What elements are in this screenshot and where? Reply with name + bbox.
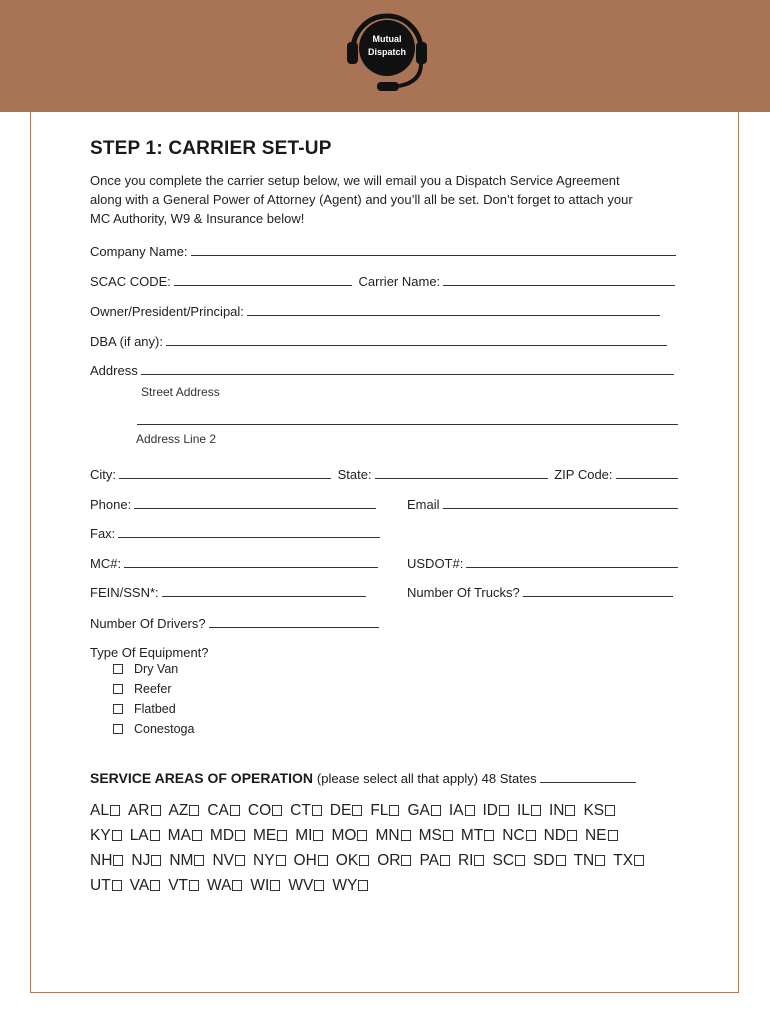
- state-option-sc[interactable]: [492, 852, 525, 870]
- street-address-caption: Street Address: [141, 385, 220, 399]
- state-label: CA: [207, 802, 229, 819]
- state-label: IL: [517, 802, 530, 819]
- checkbox[interactable]: [359, 855, 369, 866]
- state-option-va[interactable]: [130, 877, 161, 895]
- state-label: MN: [375, 827, 400, 844]
- equipment-option-label: Reefer: [134, 682, 172, 696]
- city-label: City:: [90, 467, 116, 482]
- state-option-ar[interactable]: [128, 802, 161, 820]
- state-option-la[interactable]: [130, 827, 160, 845]
- checkbox[interactable]: [277, 830, 287, 841]
- state-option-nd[interactable]: [544, 827, 577, 845]
- state-input[interactable]: [375, 467, 548, 479]
- carrier-name-input[interactable]: [443, 274, 675, 286]
- state-label: ND: [543, 827, 566, 844]
- state-label: WI: [250, 877, 270, 894]
- checkbox[interactable]: [556, 855, 566, 866]
- fein-label: FEIN/SSN*:: [90, 585, 159, 600]
- equipment-option-label: Conestoga: [134, 722, 195, 736]
- usdot-label: USDOT#:: [407, 556, 464, 571]
- address-line2-input[interactable]: [137, 413, 678, 425]
- equipment-option-dry-van[interactable]: [113, 662, 178, 676]
- zip-input[interactable]: [616, 467, 678, 479]
- state-option-ma[interactable]: [168, 827, 202, 845]
- state-label: KY: [90, 827, 111, 844]
- state-label: RI: [457, 852, 474, 869]
- checkbox[interactable]: [110, 805, 120, 816]
- checkbox[interactable]: [113, 724, 123, 734]
- state-label: NH: [90, 852, 113, 869]
- company-name-row: [90, 244, 676, 259]
- address-row: [90, 363, 674, 378]
- state-option-ks[interactable]: [583, 802, 615, 820]
- state-option-ga[interactable]: [407, 802, 440, 820]
- logo-text-mutual: Mutual: [372, 34, 402, 44]
- state-label: MT: [460, 827, 484, 844]
- mc-label: MC#:: [90, 556, 122, 571]
- phone-label: Phone:: [90, 497, 132, 512]
- state-option-ny[interactable]: [253, 852, 286, 870]
- state-option-pa[interactable]: [419, 852, 450, 870]
- state-label: AL: [90, 802, 109, 819]
- state-label: WA: [207, 877, 232, 894]
- equipment-option-flatbed[interactable]: [113, 702, 176, 716]
- state-label: PA: [419, 852, 439, 869]
- states-row-3: [90, 852, 652, 870]
- company-name-input[interactable]: [191, 244, 676, 256]
- checkbox[interactable]: [150, 880, 160, 891]
- checkbox[interactable]: [474, 855, 484, 866]
- address-line2-caption: Address Line 2: [136, 432, 217, 446]
- state-label: NJ: [131, 852, 151, 869]
- state-option-mt[interactable]: [461, 827, 494, 845]
- states-row-1: [90, 802, 623, 820]
- state-label: ID: [482, 802, 498, 819]
- checkbox[interactable]: [189, 805, 199, 816]
- company-name-label: Company Name:: [90, 244, 188, 259]
- state-option-fl[interactable]: [370, 802, 399, 820]
- state-option-nj[interactable]: [131, 852, 161, 870]
- state-label: DE: [329, 802, 352, 819]
- state-label: VA: [129, 877, 150, 894]
- checkbox[interactable]: [401, 830, 411, 841]
- checkbox[interactable]: [112, 880, 122, 891]
- state-option-tx[interactable]: [613, 852, 644, 870]
- states-row-2: [90, 827, 626, 845]
- state-option-nc[interactable]: [502, 827, 535, 845]
- owner-input[interactable]: [247, 304, 660, 316]
- state-label: VT: [168, 877, 189, 894]
- intro-line-3: MC Authority, W9 & Insurance below!: [90, 211, 305, 226]
- state-option-md[interactable]: [210, 827, 245, 845]
- state-option-me[interactable]: [253, 827, 287, 845]
- checkbox[interactable]: [567, 830, 577, 841]
- state-label: MI: [295, 827, 313, 844]
- state-label: CT: [290, 802, 311, 819]
- city-state-zip-row: [90, 467, 678, 482]
- state-option-sd[interactable]: [533, 852, 566, 870]
- state-label: LA: [129, 827, 149, 844]
- state-option-wi[interactable]: [250, 877, 280, 895]
- state-label: State:: [337, 467, 372, 482]
- state-option-de[interactable]: [330, 802, 363, 820]
- fein-input[interactable]: [162, 585, 366, 597]
- checkbox[interactable]: [401, 855, 411, 866]
- state-option-ms[interactable]: [419, 827, 453, 845]
- states-row-4: [90, 877, 376, 895]
- state-label: IA: [448, 802, 464, 819]
- intro-line-1: Once you complete the carrier setup below, we will email you a Dispatch Service Agreement: [90, 173, 620, 188]
- state-option-az[interactable]: [169, 802, 200, 820]
- checkbox[interactable]: [605, 805, 615, 816]
- drivers-input[interactable]: [209, 616, 379, 628]
- page-title: STEP 1: CARRIER SET-UP: [90, 138, 332, 159]
- checkbox[interactable]: [595, 855, 605, 866]
- checkbox[interactable]: [515, 855, 525, 866]
- carrier-name-label: Carrier Name:: [358, 274, 441, 289]
- state-option-wa[interactable]: [207, 877, 242, 895]
- checkbox[interactable]: [312, 805, 322, 816]
- checkbox[interactable]: [358, 880, 368, 891]
- equipment-label: Type Of Equipment?: [90, 645, 209, 660]
- checkbox[interactable]: [318, 855, 328, 866]
- state-option-wv[interactable]: [288, 877, 324, 895]
- service-areas-input[interactable]: [540, 771, 636, 783]
- checkbox[interactable]: [235, 830, 245, 841]
- state-label: UT: [90, 877, 111, 894]
- checkbox[interactable]: [192, 830, 202, 841]
- scac-code-label: SCAC CODE:: [90, 274, 171, 289]
- checkbox[interactable]: [270, 880, 280, 891]
- trucks-row: [407, 585, 673, 600]
- checkbox[interactable]: [232, 880, 242, 891]
- checkbox[interactable]: [276, 855, 286, 866]
- state-label: MO: [331, 827, 357, 844]
- state-option-in[interactable]: [549, 802, 576, 820]
- dba-input[interactable]: [166, 334, 667, 346]
- state-option-wy[interactable]: [332, 877, 368, 895]
- intro-line-2: along with a General Power of Attorney (Agent) and you’ll all be set. Don’t forget to attach your: [90, 192, 633, 207]
- checkbox[interactable]: [272, 805, 282, 816]
- checkbox[interactable]: [634, 855, 644, 866]
- city-input[interactable]: [119, 467, 331, 479]
- state-label: MD: [209, 827, 235, 844]
- fein-row: [90, 585, 366, 600]
- phone-input[interactable]: [134, 497, 376, 509]
- state-option-nm[interactable]: [169, 852, 204, 870]
- email-input[interactable]: [443, 497, 678, 509]
- state-label: WY: [332, 877, 358, 894]
- checkbox[interactable]: [113, 855, 123, 866]
- state-option-ca[interactable]: [207, 802, 240, 820]
- drivers-label: Number Of Drivers?: [90, 616, 206, 631]
- drivers-row: [90, 616, 379, 631]
- state-option-ut[interactable]: [90, 877, 122, 895]
- state-option-oh[interactable]: [294, 852, 328, 870]
- state-label: KS: [583, 802, 605, 819]
- checkbox[interactable]: [443, 830, 453, 841]
- owner-label: Owner/President/Principal:: [90, 304, 244, 319]
- state-option-mn[interactable]: [375, 827, 410, 845]
- state-label: OH: [293, 852, 317, 869]
- checkbox[interactable]: [608, 830, 618, 841]
- checkbox[interactable]: [113, 684, 123, 694]
- company-logo: [343, 10, 431, 100]
- checkbox[interactable]: [352, 805, 362, 816]
- state-option-co[interactable]: [248, 802, 282, 820]
- phone-row: [90, 497, 376, 512]
- checkbox[interactable]: [531, 805, 541, 816]
- state-label: SD: [533, 852, 555, 869]
- usdot-row: [407, 556, 678, 571]
- address-label: Address: [90, 363, 138, 378]
- state-label: CO: [247, 802, 272, 819]
- usdot-input[interactable]: [466, 556, 678, 568]
- fax-input[interactable]: [118, 526, 380, 538]
- state-label: GA: [407, 802, 430, 819]
- equipment-option-conestoga[interactable]: [113, 722, 194, 736]
- state-label: FL: [370, 802, 389, 819]
- checkbox[interactable]: [113, 704, 123, 714]
- checkbox[interactable]: [113, 664, 123, 674]
- state-label: AZ: [168, 802, 189, 819]
- state-option-al[interactable]: [90, 802, 120, 820]
- equipment-option-label: Flatbed: [134, 702, 176, 716]
- state-label: AR: [127, 802, 150, 819]
- state-label: OR: [377, 852, 401, 869]
- state-label: NY: [253, 852, 275, 869]
- state-option-nv[interactable]: [212, 852, 245, 870]
- checkbox[interactable]: [150, 830, 160, 841]
- state-label: ME: [253, 827, 277, 844]
- checkbox[interactable]: [235, 855, 245, 866]
- state-option-nh[interactable]: [90, 852, 123, 870]
- state-label: NC: [502, 827, 525, 844]
- state-option-ne[interactable]: [585, 827, 618, 845]
- state-label: TN: [573, 852, 595, 869]
- address-line2-row: [137, 413, 678, 428]
- state-label: NV: [212, 852, 234, 869]
- state-label: WV: [288, 877, 314, 894]
- state-label: IN: [548, 802, 565, 819]
- service-areas-heading: [90, 770, 636, 786]
- state-option-ia[interactable]: [449, 802, 475, 820]
- state-option-id[interactable]: [483, 802, 510, 820]
- equipment-option-label: Dry Van: [134, 662, 179, 676]
- state-label: TX: [613, 852, 634, 869]
- zip-label: ZIP Code:: [554, 467, 613, 482]
- state-option-vt[interactable]: [168, 877, 199, 895]
- trucks-label: Number Of Trucks?: [407, 585, 520, 600]
- dba-label: DBA (if any):: [90, 334, 163, 349]
- checkbox[interactable]: [151, 805, 161, 816]
- service-areas-note: (please select all that apply) 48 States: [316, 771, 537, 786]
- logo-text-dispatch: Dispatch: [367, 47, 406, 57]
- state-label: SC: [492, 852, 515, 869]
- state-label: MA: [167, 827, 191, 844]
- email-label: Email: [407, 497, 440, 512]
- trucks-input[interactable]: [523, 585, 673, 597]
- checkbox[interactable]: [440, 855, 450, 866]
- checkbox[interactable]: [565, 805, 575, 816]
- fax-row: [90, 526, 380, 541]
- checkbox[interactable]: [112, 830, 122, 841]
- equipment-option-reefer[interactable]: [113, 682, 172, 696]
- state-option-or[interactable]: [377, 852, 411, 870]
- checkbox[interactable]: [313, 830, 323, 841]
- state-option-ct[interactable]: [290, 802, 322, 820]
- state-label: MS: [418, 827, 442, 844]
- checkbox[interactable]: [465, 805, 475, 816]
- fax-label: Fax:: [90, 526, 116, 541]
- scac-row: [90, 274, 675, 289]
- email-row: [407, 497, 678, 512]
- checkbox[interactable]: [189, 880, 199, 891]
- checkbox[interactable]: [194, 855, 204, 866]
- owner-row: [90, 304, 660, 319]
- state-label: OK: [335, 852, 359, 869]
- dba-row: [90, 334, 667, 349]
- state-option-ok[interactable]: [336, 852, 369, 870]
- checkbox[interactable]: [357, 830, 367, 841]
- checkbox[interactable]: [499, 805, 509, 816]
- mc-row: [90, 556, 378, 571]
- state-option-ri[interactable]: [458, 852, 485, 870]
- state-label: NM: [169, 852, 194, 869]
- checkbox[interactable]: [389, 805, 399, 816]
- checkbox[interactable]: [431, 805, 441, 816]
- checkbox[interactable]: [151, 855, 161, 866]
- state-option-mi[interactable]: [295, 827, 323, 845]
- checkbox[interactable]: [526, 830, 536, 841]
- checkbox[interactable]: [484, 830, 494, 841]
- mc-input[interactable]: [124, 556, 378, 568]
- state-option-mo[interactable]: [331, 827, 367, 845]
- street-address-input[interactable]: [141, 363, 674, 375]
- state-option-ky[interactable]: [90, 827, 122, 845]
- checkbox[interactable]: [230, 805, 240, 816]
- state-label: NE: [584, 827, 607, 844]
- state-option-il[interactable]: [517, 802, 541, 820]
- scac-code-input[interactable]: [174, 274, 352, 286]
- state-option-tn[interactable]: [574, 852, 606, 870]
- service-areas-title: SERVICE AREAS OF OPERATION: [90, 770, 313, 786]
- checkbox[interactable]: [314, 880, 324, 891]
